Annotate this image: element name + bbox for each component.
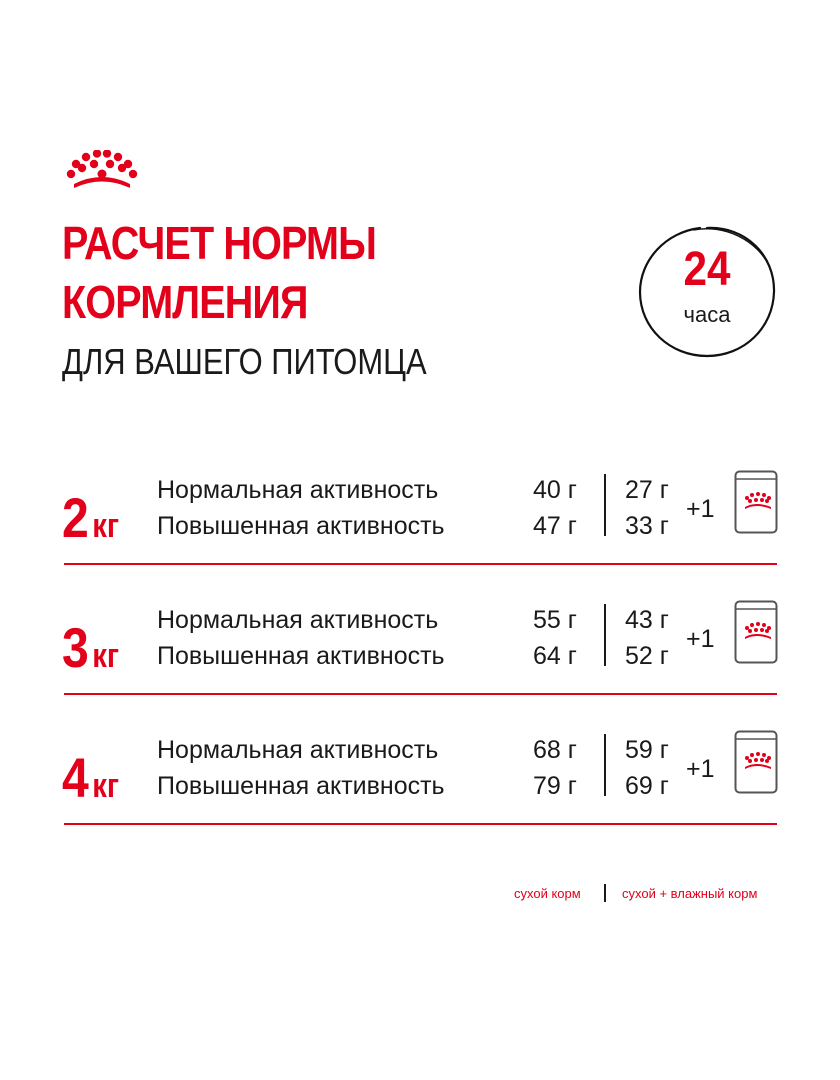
normal-activity-label: Нормальная активность — [157, 736, 439, 764]
wet-food-pouch-icon — [734, 600, 778, 664]
normal-wet-value: 43 г — [625, 606, 669, 634]
column-divider — [604, 474, 606, 536]
table-row — [0, 738, 840, 868]
high-dry-value: 47 г — [533, 512, 577, 540]
weight-unit: кг — [92, 637, 120, 675]
normal-dry-value: 40 г — [533, 476, 577, 504]
row-divider — [64, 823, 777, 825]
high-wet-value: 52 г — [625, 642, 669, 670]
wet-food-pouch-icon — [734, 470, 778, 534]
column-divider — [604, 604, 606, 666]
row-divider — [64, 563, 777, 565]
legend-dry-food: сухой корм — [514, 886, 581, 901]
high-wet-value: 33 г — [625, 512, 669, 540]
column-divider — [604, 734, 606, 796]
weight-value: 4 — [62, 746, 89, 809]
high-dry-value: 64 г — [533, 642, 577, 670]
badge-number: 24 — [683, 243, 731, 296]
high-activity-label: Повышенная активность — [157, 772, 445, 800]
normal-wet-value: 27 г — [625, 476, 669, 504]
row-divider — [64, 693, 777, 695]
weight-value: 3 — [62, 616, 89, 679]
high-activity-label: Повышенная активность — [157, 642, 445, 670]
normal-wet-value: 59 г — [625, 736, 669, 764]
pouch-count: +1 — [686, 755, 715, 783]
pouch-count: +1 — [686, 495, 715, 523]
legend-dry-wet-food: сухой + влажный корм — [622, 886, 758, 901]
high-wet-value: 69 г — [625, 772, 669, 800]
weight-label — [62, 746, 120, 809]
table-row — [0, 478, 840, 608]
page-subtitle: ДЛЯ ВАШЕГО ПИТОМЦА — [62, 341, 427, 382]
pouch-count: +1 — [686, 625, 715, 653]
high-dry-value: 79 г — [533, 772, 577, 800]
normal-activity-label: Нормальная активность — [157, 606, 439, 634]
wet-food-pouch-icon — [734, 730, 778, 794]
normal-dry-value: 68 г — [533, 736, 577, 764]
badge-unit: часа — [683, 302, 731, 327]
weight-unit: кг — [92, 507, 120, 545]
normal-activity-label: Нормальная активность — [157, 476, 439, 504]
high-activity-label: Повышенная активность — [157, 512, 445, 540]
weight-label — [62, 486, 120, 549]
normal-dry-value: 55 г — [533, 606, 577, 634]
weight-unit: кг — [92, 767, 120, 805]
legend-divider — [604, 884, 606, 902]
weight-value: 2 — [62, 486, 89, 549]
page-title-line-1: РАСЧЕТ НОРМЫ — [62, 217, 376, 269]
weight-label — [62, 616, 120, 679]
table-row — [0, 608, 840, 738]
page-title-line-2: КОРМЛЕНИЯ — [62, 276, 308, 328]
crown-logo-icon — [66, 150, 138, 194]
